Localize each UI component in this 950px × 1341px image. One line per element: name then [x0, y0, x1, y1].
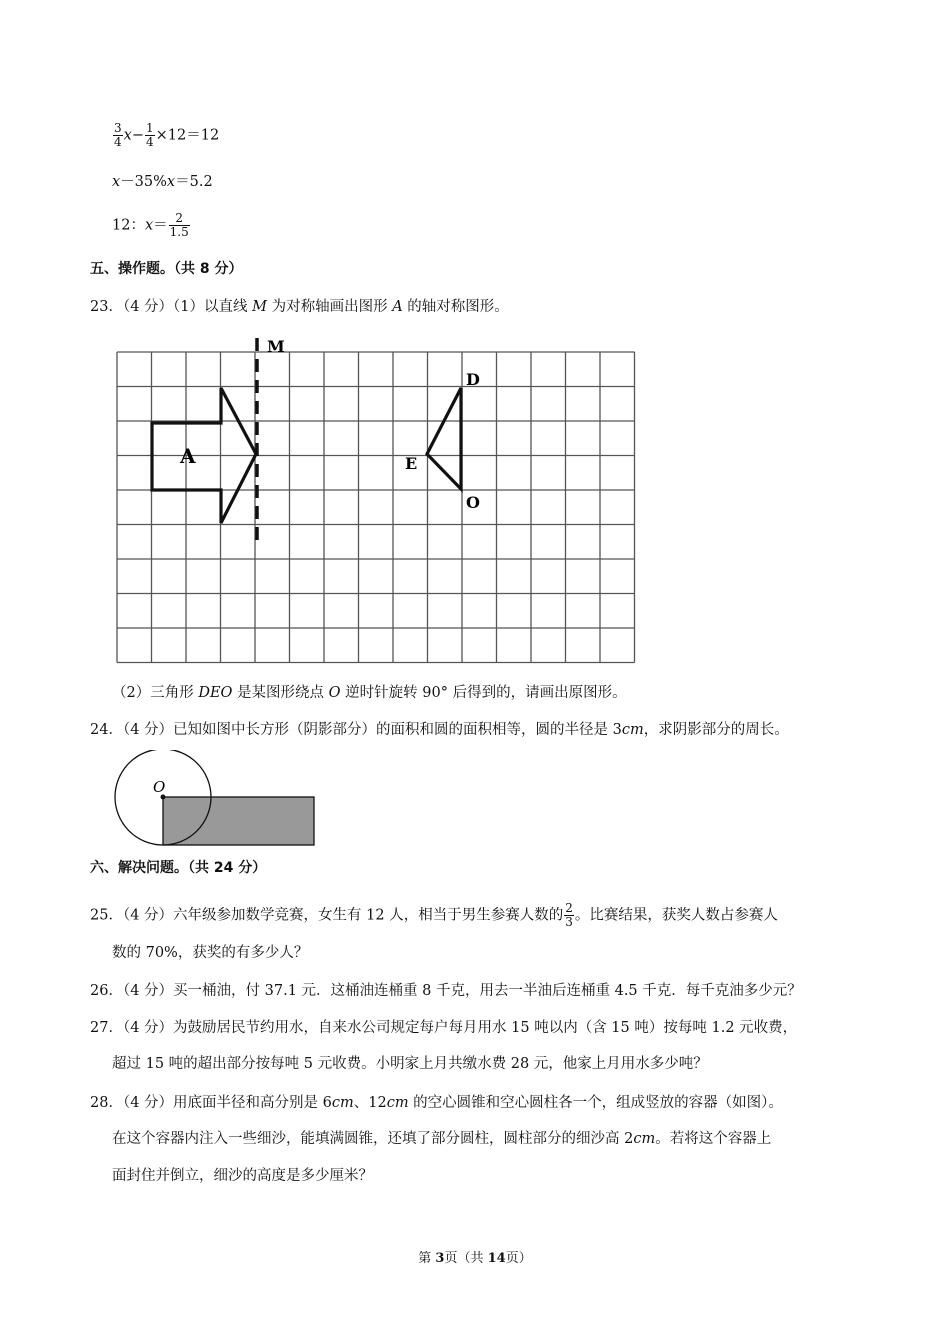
shaded-rectangle [163, 797, 314, 845]
page-footer: 第 3页（共 14页） [418, 1251, 532, 1266]
question-28-line-3: 面封住并倒立，细沙的高度是多少厘米？ [112, 1168, 373, 1184]
equation-1: $\frac{3}{4}$ x− $\frac{1}{4}$ ×12＝12 [114, 121, 220, 149]
equation-3: 12：x＝ $\frac{2}{1.5}$ [112, 211, 189, 239]
triangle-deo [427, 388, 461, 489]
shape-a-label: A [180, 444, 196, 468]
question-25: 25．（4 分）六年级参加数学竞赛，女生有 12 人，相当于男生参赛人数的 $\frac{2}{3}$ 。比赛结果，获奖人数占参赛人 [90, 901, 778, 929]
fraction: $\frac{2}{1.5}$ [169, 211, 189, 239]
fraction: $\frac{1}{4}$ [145, 121, 154, 149]
label-o: O [466, 493, 480, 512]
question-28: 28．（4 分）用底面半径和高分别是 6cm、12cm 的空心圆锥和空心圆柱各一个，组成竖放的容器（如图）。 [90, 1095, 783, 1111]
question-27-line-2: 超过 15 吨的超出部分按每吨 5 元收费。小明家上月共缴水费 28 元，他家上月用水多少吨？ [112, 1056, 708, 1072]
fraction: $\frac{3}{4}$ [114, 121, 122, 149]
label-e: E [405, 454, 418, 473]
section-5-title: 五、操作题。（共 8 分） [90, 261, 243, 277]
section-6-title: 六、解决问题。（共 24 分） [90, 860, 267, 876]
question-24: 24．（4 分）已知如图中长方形（阴影部分）的面积和圆的面积相等，圆的半径是 3cm，求阴影部分的周长。 [90, 722, 789, 738]
question-23-part-2: （2）三角形 DEO 是某图形绕点 O 逆时针旋转 90° 后得到的，请画出原图形。 [112, 685, 627, 701]
grid-lines [117, 352, 635, 663]
circle-rectangle-figure [105, 750, 330, 850]
total-pages: 14 [487, 1251, 506, 1266]
label-d: D [466, 370, 480, 389]
equation-2: x－35%x＝5.2 [112, 174, 213, 190]
fraction: $\frac{2}{3}$ [565, 901, 573, 929]
center-label-o: O [153, 778, 166, 796]
question-26: 26．（4 分）买一桶油，付 37.1 元．这桶油连桶重 8 千克，用去一半油后连桶重 4.5 千克．每千克油多少元？ [90, 983, 802, 999]
page-number: 3 [435, 1251, 445, 1266]
question-28-line-2: 在这个容器内注入一些细沙，能填满圆锥，还填了部分圆柱，圆柱部分的细沙高 2cm。若将这个容器上 [112, 1131, 772, 1147]
question-27: 27．（4 分）为鼓励居民节约用水，自来水公司规定每户每月用水 15 吨以内（含 15 吨）按每吨 1.2 元收费， [90, 1020, 798, 1036]
question-23: 23．（4 分）（1）以直线 M 为对称轴画出图形 A 的轴对称图形。 [90, 299, 509, 315]
axis-label-m: M [267, 337, 285, 356]
question-25-line-2: 数的 70%，获奖的有多少人？ [112, 945, 309, 961]
grid-figure [110, 330, 640, 670]
